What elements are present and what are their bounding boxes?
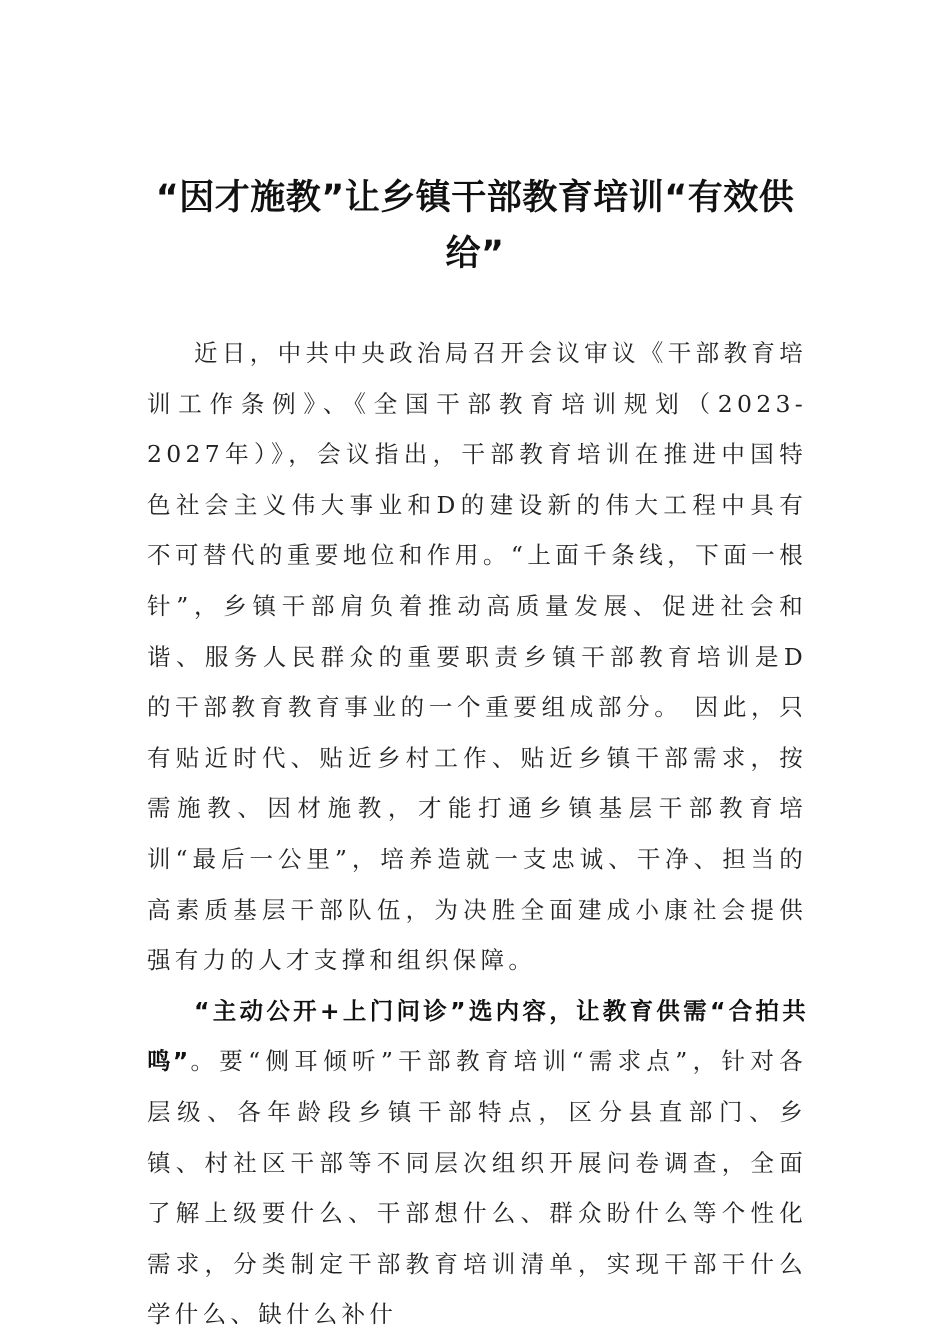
paragraph-1: 近日，中共中央政治局召开会议审议《干部教育培训工作条例》、《全国干部教育培训规划（2023-2027年）》，会议指出，干部教育培训在推进中国特色社会主义伟大事业和D的建设新的伟大工程中具有不可替代的重要地位和作用。“上面千条线，下面一根针”，乡镇干部肩负着推动高质量发展、促进社会和谐、服务人民群众的重要职责乡镇干部教育培训是D的干部教育教育事业的一个重要组成部分。 因此，只有贴近时代、贴近乡村工作、贴近乡镇干部需求，按需施教、因材施教，才能打通乡镇基层干部教育培训“最后一公里”，培养造就一支忠诚、干净、担当的高素质基层干部队伍，为决胜全面建成小康社会提供强有力的人才支撑和组织保障。	[147, 339, 807, 975]
paragraph-2	[147, 986, 807, 1340]
paragraph-2-lead: “主动公开+上门问诊”选内容，让教育供需“合拍共鸣”	[147, 996, 807, 1076]
document-body	[147, 328, 807, 1340]
document-title: “因才施教”让乡镇干部教育培训“有效供给”	[155, 178, 795, 274]
paragraph-2-text: 。要“侧耳倾听”干部教育培训“需求点”，针对各层级、各年龄段乡镇干部特点，区分县直部门、乡镇、村社区干部等不同层次组织开展问卷调查，全面了解上级要什么、干部想什么、群众盼什么等个性化需求，分类制定干部教育培训清单，实现干部干什么学什么、缺什么补什	[147, 1047, 807, 1329]
